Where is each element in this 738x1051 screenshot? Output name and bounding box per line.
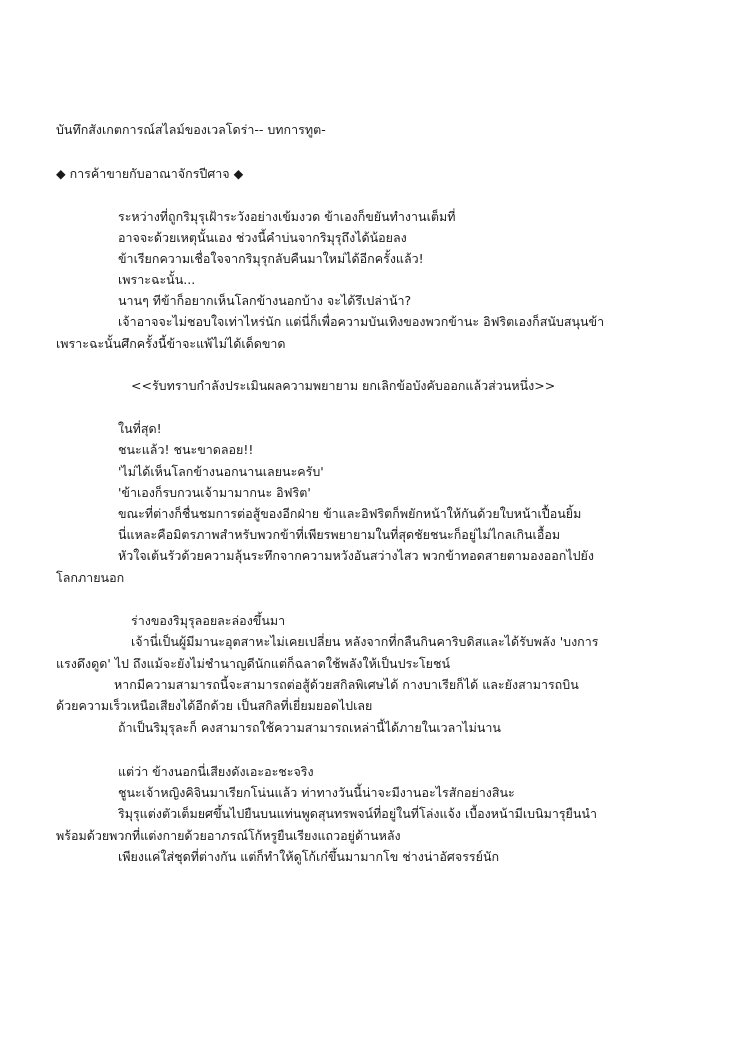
- paragraph-line: หัวใจเต้นรัวด้วยความลุ้นระทึกจากความหวังอันสว่างไสว พวกข้าทอดสายตามองออกไปยัง: [118, 548, 594, 563]
- paragraph-line: 'ไม่ได้เห็นโลกข้างนอกนานเลยนะครับ': [118, 464, 324, 479]
- paragraph-line: เพราะฉะนั้น...: [118, 272, 196, 287]
- paragraph-line: นี่แหละคือมิตรภาพสำหรับพวกข้าที่เพียรพยายามในที่สุดชัยชนะก็อยู่ไม่ไกลเกินเอื้อม: [118, 527, 561, 542]
- paragraph-line: ริมุรุแต่งตัวเต็มยศขึ้นไปยืนบนแท่นพูดสุนทรพจน์ที่อยู่ในที่โล่งแจ้ง เบื้องหน้ามีเบนิมารุยืนนำ: [118, 806, 597, 821]
- paragraph-line: พร้อมด้วยพวกที่แต่งกายด้วยอาภรณ์โก้หรูยืนเรียงแถวอยู่ด้านหลัง: [56, 828, 401, 843]
- paragraph-line: เจ้านี่เป็นผู้มีมานะอุตสาหะไม่เคยเปลี่ยน หลังจากที่กลืนกินคาริบดิสและได้รับพลัง 'บงการ: [131, 634, 599, 649]
- paragraph-line: ในที่สุด!: [118, 421, 162, 436]
- paragraph-line: ร่างของริมุรุลอยละล่องขึ้นมา: [131, 613, 286, 628]
- paragraph-line: แรงดึงดูด' ไป ถึงแม้จะยังไม่ชำนาญดีนักแต่ก็ฉลาดใช้พลังให้เป็นประโยชน์: [56, 656, 451, 671]
- paragraph-line: อาจจะด้วยเหตุนั้นเอง ช่วงนี้คำบ่นจากริมุรุถึงได้น้อยลง: [118, 230, 407, 245]
- section-heading: ◆ การค้าขายกับอาณาจักรปีศาจ ◆: [56, 166, 244, 181]
- paragraph-line: ข้าเรียกความเชื่อใจจากริมุรุกลับคืนมาใหม่ได้อีกครั้งแล้ว!: [118, 251, 424, 266]
- paragraph-line: เพราะฉะนั้นศึกครั้งนี้ข้าจะแพ้ไม่ได้เด็ดขาด: [56, 336, 286, 351]
- document-title: บันทึกสังเกตการณ์สไลม์ของเวลโดร่า-- บทการทูต-: [56, 122, 326, 137]
- paragraph-line: นานๆ ทีข้าก็อยากเห็นโลกข้างนอกบ้าง จะได้รึเปล่าน้า?: [118, 293, 412, 308]
- paragraph-line: เพียงแค่ใส่ชุดที่ต่างกัน แต่ก็ทำให้ดูโก้เก๋ขึ้นมามากโข ช่างน่าอัศจรรย์นัก: [118, 849, 500, 864]
- paragraph-line: เจ้าอาจจะไม่ชอบใจเท่าไหร่นัก แต่นี่ก็เพื่อความบันเทิงของพวกข้านะ อิฟริตเองก็สนับสนุนข้า: [118, 314, 605, 329]
- system-message: <<รับทราบกำลังประเมินผลความพยายาม ยกเลิกข้อบังคับออกแล้วส่วนหนึ่ง>>: [131, 378, 556, 393]
- paragraph-line: ถ้าเป็นริมุรุละก็ คงสามารถใช้ความสามารถเหล่านี้ได้ภายในเวลาไม่นาน: [118, 720, 501, 735]
- paragraph-line: แต่ว่า ข้างนอกนี่เสียงดังเอะอะชะจริง: [118, 764, 314, 779]
- paragraph-line: ระหว่างที่ถูกริมุรุเฝ้าระวังอย่างเข้มงวด ข้าเองก็ขยันทำงานเต็มที่: [118, 209, 456, 224]
- paragraph-line: หากมีความสามารถนี้จะสามารถต่อสู้ด้วยสกิลพิเศษได้ กางบาเรียก็ได้ และยังสามารถบิน: [114, 677, 579, 692]
- paragraph-line: ชูนะเจ้าหญิงคิจินมาเรียกโน่นแล้ว ท่าทางวันนี้น่าจะมีงานอะไรสักอย่างสินะ: [118, 785, 515, 800]
- paragraph-line: โลกภายนอก: [56, 570, 125, 585]
- paragraph-line: 'ข้าเองก็รบกวนเจ้ามามากนะ อิฟริต': [118, 485, 311, 500]
- paragraph-line: ขณะที่ต่างก็ชื่นชมการต่อสู้ของอีกฝ่าย ข้าและอิฟริตก็พยักหน้าให้กันด้วยใบหน้าเปื้อนยิ้ม: [118, 506, 582, 521]
- paragraph-line: ชนะแล้ว! ชนะขาดลอย!!: [118, 442, 254, 457]
- paragraph-line: ด้วยความเร็วเหนือเสียงได้อีกด้วย เป็นสกิลที่เยี่ยมยอดไปเลย: [56, 698, 373, 713]
